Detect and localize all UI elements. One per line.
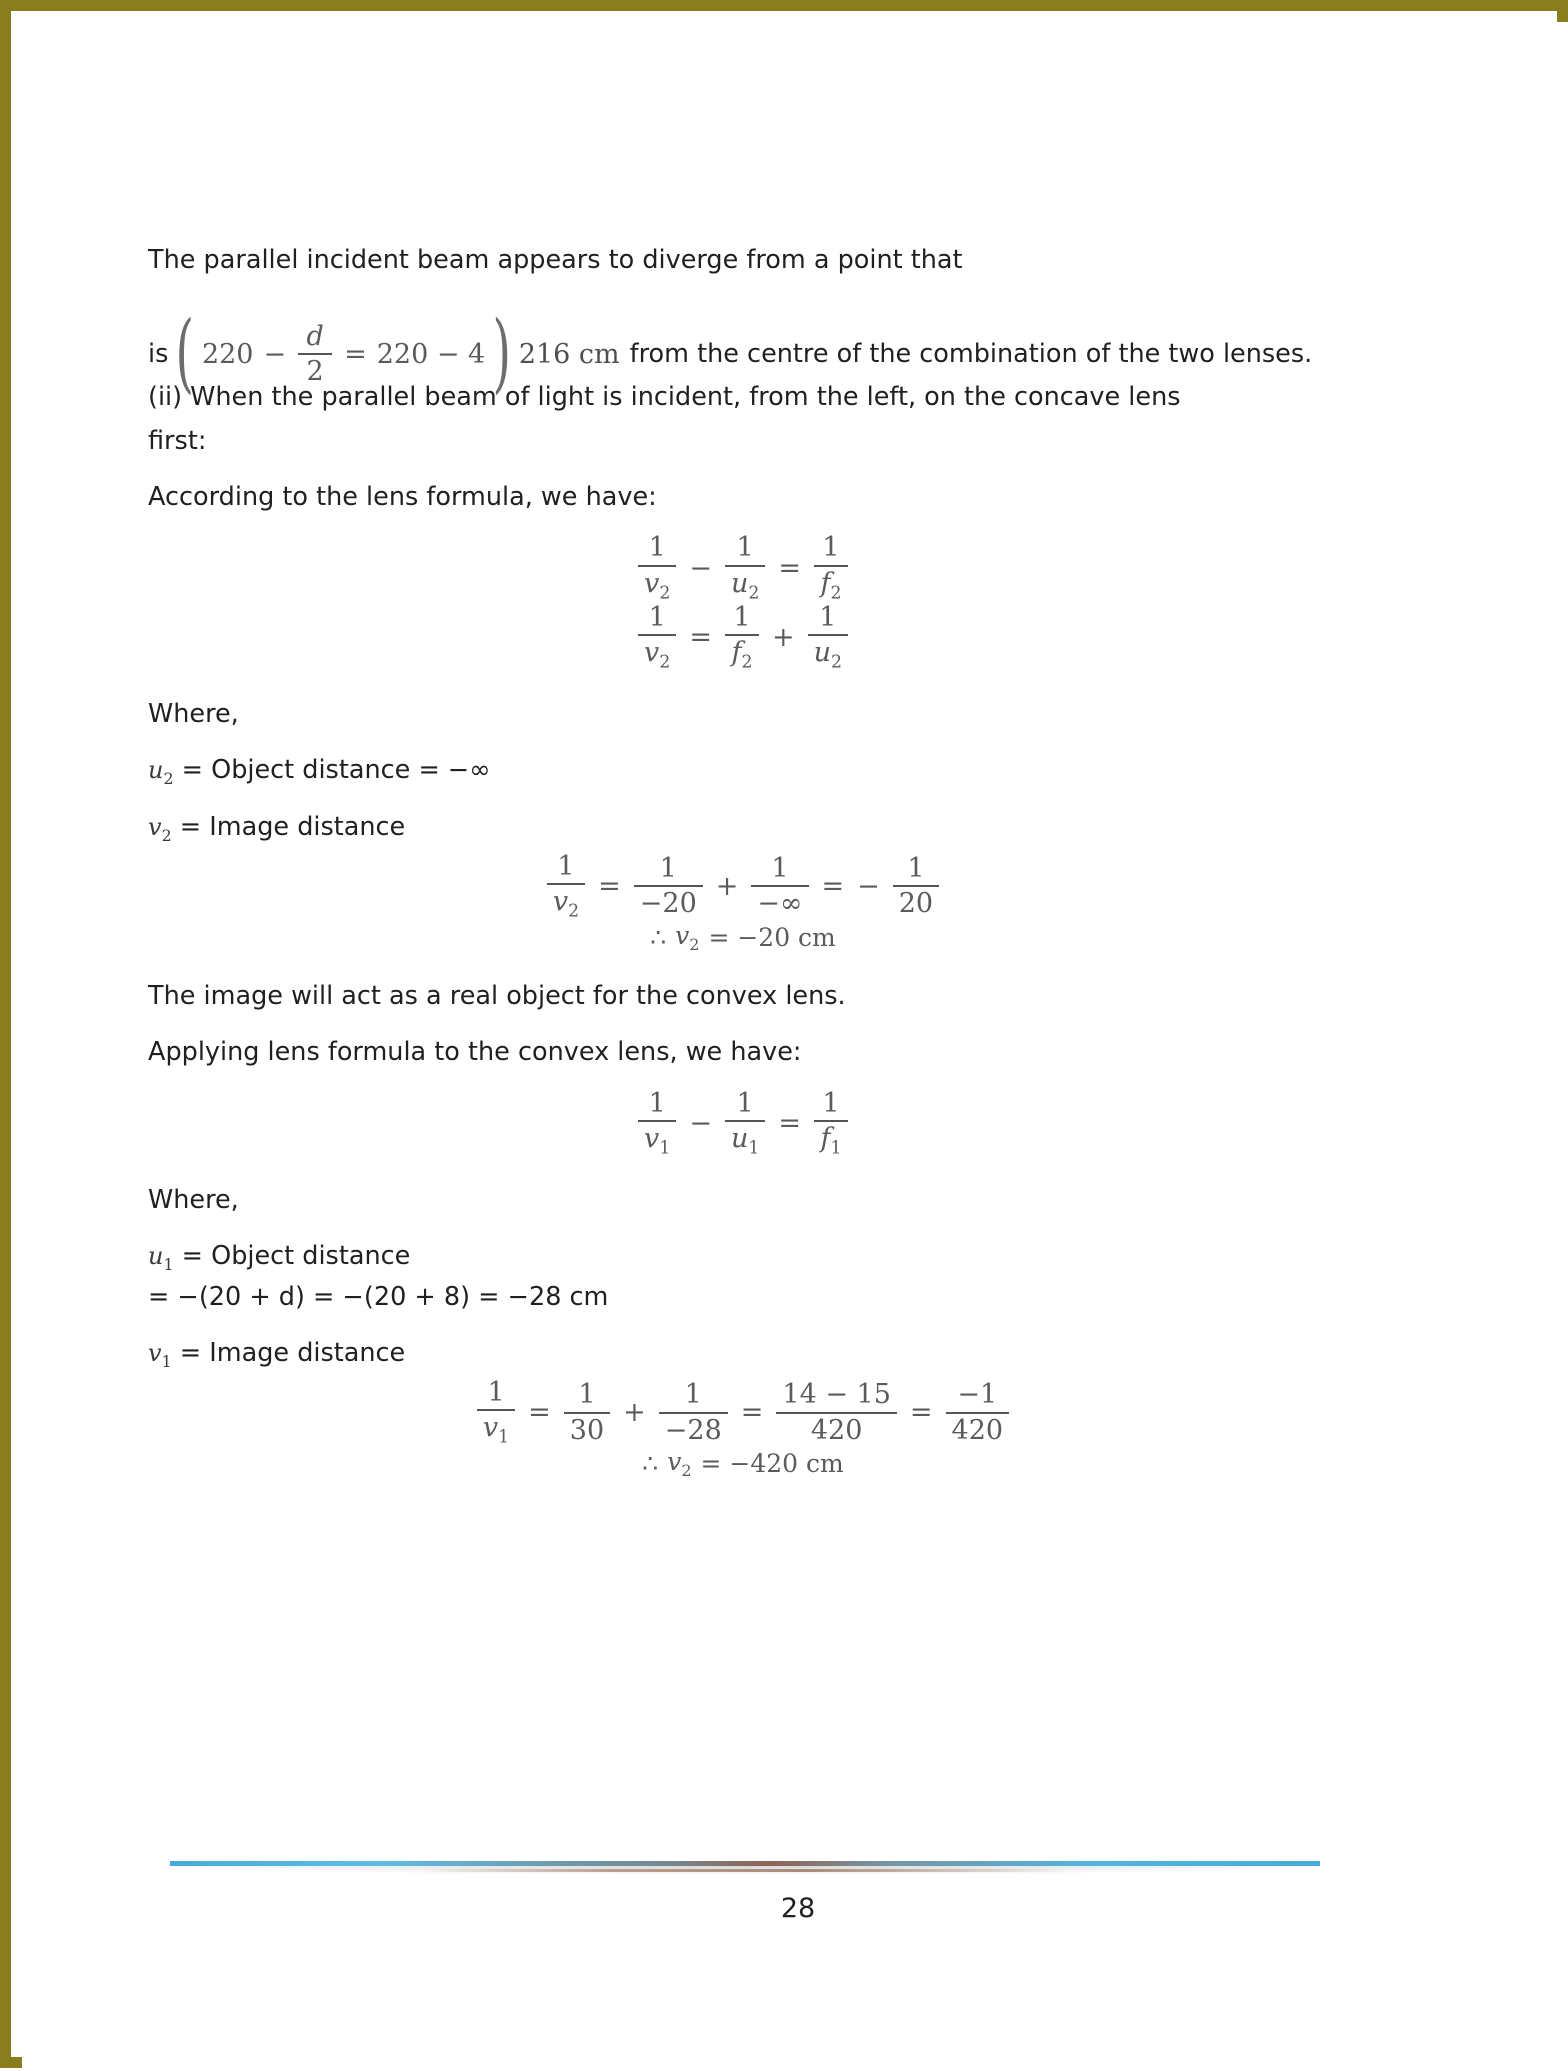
numerator: 1	[819, 601, 837, 633]
fraction-1-over-f1	[812, 1089, 850, 1158]
plus-operator: +	[715, 870, 739, 902]
spacer	[148, 1321, 1338, 1333]
equals-operator-2: =	[740, 1397, 764, 1429]
paragraph-lens-formula-intro: According to the lens formula, we have:	[148, 482, 657, 513]
numerator: 1	[733, 601, 751, 633]
definition-v2-text: = Image distance	[179, 811, 406, 842]
spacer	[148, 738, 1338, 750]
variable-u1: $u_1$	[148, 1242, 174, 1274]
numerator: 1	[648, 532, 666, 564]
fraction-1-over-30	[562, 1380, 612, 1444]
result-value: = −20 cm	[708, 922, 836, 952]
denominator: −28	[664, 1414, 722, 1446]
spacer	[148, 465, 1338, 477]
open-paren: (	[175, 303, 195, 404]
equation-substitute-values-2	[148, 852, 1338, 921]
fraction-1-over-f2	[723, 603, 761, 672]
spacer	[148, 795, 1338, 807]
denominator: 20	[898, 888, 934, 920]
definition-u1-text: = Object distance	[181, 1241, 411, 1272]
fraction-bar	[814, 565, 848, 567]
fraction-bar	[725, 634, 759, 636]
expr-minus-operator: −	[263, 338, 287, 370]
minus-operator: −	[689, 1107, 712, 1139]
spacer	[148, 1020, 1338, 1032]
fraction-1-over-minus-infinity	[749, 854, 810, 918]
page-sheet	[25, 25, 1568, 2071]
variable-subscript: 1	[830, 1138, 842, 1159]
variable-subscript: 2	[659, 652, 671, 673]
equation-lens-formula-2	[148, 533, 1338, 602]
denominator	[638, 569, 676, 603]
fraction-bar	[725, 1120, 765, 1122]
equals-operator: =	[528, 1397, 551, 1429]
variable-symbol: u	[813, 636, 831, 668]
variable-symbol: v	[644, 636, 660, 668]
therefore-symbol: ∴	[650, 922, 667, 952]
is-lead-text: is	[148, 339, 169, 370]
equals-operator: =	[598, 870, 621, 902]
negative-sign: −	[857, 870, 880, 902]
equation-result-v2	[148, 921, 1338, 954]
numerator: 1	[907, 853, 925, 885]
variable-symbol: v	[644, 1122, 660, 1154]
fraction-1-over-u2	[806, 603, 850, 672]
expr-result-value: 216 cm	[518, 338, 620, 370]
paragraph-real-object: The image will act as a real object for the convex lens.	[148, 980, 846, 1011]
fraction-bar	[893, 885, 939, 887]
variable-symbol: f	[820, 567, 831, 599]
variable-subscript: 2	[748, 582, 760, 603]
fraction-bar	[638, 634, 676, 636]
definition-v1	[148, 1333, 1338, 1374]
variable-v1: $v_1$	[148, 1339, 172, 1371]
denominator	[638, 1124, 676, 1158]
fraction-bar	[814, 1120, 848, 1122]
numerator: 1	[648, 601, 666, 633]
equals-operator-3: =	[909, 1397, 933, 1429]
equals-operator: =	[778, 1107, 801, 1139]
denominator: −∞	[757, 888, 803, 920]
expr-left-number: 220	[201, 338, 254, 370]
variable-subscript: 2	[830, 652, 842, 673]
fraction-1-over-u2	[723, 533, 767, 602]
numerator: 1	[822, 532, 840, 564]
variable-subscript: 2	[830, 582, 842, 603]
numerator: 1	[648, 1087, 666, 1119]
fraction-1-over-minus20	[632, 854, 705, 918]
definition-v1-text: = Image distance	[179, 1338, 406, 1369]
variable-subscript: 2	[741, 652, 753, 673]
definition-u2	[148, 750, 1338, 791]
numerator: 1	[487, 1376, 505, 1408]
fraction-bar	[776, 1412, 897, 1414]
spacer	[148, 1158, 1338, 1180]
label-where-2: Where,	[148, 1184, 239, 1215]
therefore-symbol: ∴	[642, 1449, 659, 1479]
definition-v2	[148, 807, 1338, 848]
fraction-1-over-v2	[545, 852, 587, 921]
variable-symbol: u	[730, 567, 749, 599]
fraction-14minus15-over-420	[774, 1380, 899, 1444]
numerator: 1	[684, 1379, 702, 1411]
numerator: 1	[736, 532, 754, 564]
denominator	[725, 1124, 765, 1158]
fraction-bar	[564, 1412, 610, 1414]
numerator: 1	[557, 850, 575, 882]
numerator: 1	[578, 1379, 596, 1411]
spacer	[148, 954, 1338, 976]
definition-u1	[148, 1236, 1338, 1277]
fraction-bar	[298, 353, 332, 355]
definition-u2-text: = Object distance = −∞	[181, 755, 491, 786]
expr-right-number: 220 − 4	[376, 338, 486, 370]
fraction-1-over-20	[891, 854, 941, 918]
variable-v2: $v_2$	[148, 812, 172, 845]
denominator	[808, 638, 848, 672]
fraction-bar	[725, 565, 765, 567]
fraction-bar	[638, 1120, 676, 1122]
footer-rule-tan	[423, 1869, 1067, 1872]
fraction-bar	[634, 885, 703, 887]
fraction-numerator: d	[306, 321, 324, 353]
fraction-1-over-f2	[812, 533, 850, 602]
fraction-bar	[808, 634, 848, 636]
numerator: 1	[659, 853, 677, 885]
variable-subscript: 1	[659, 1138, 671, 1159]
fraction-bar	[547, 883, 585, 885]
numerator: 1	[822, 1087, 840, 1119]
footer-decorative-rules	[170, 1855, 1320, 1881]
numerator: 1	[736, 1087, 754, 1119]
equation-result-v1	[148, 1447, 1338, 1480]
equation-lens-formula-1	[148, 1089, 1338, 1158]
variable-symbol: u	[730, 1122, 749, 1154]
fraction-bar	[751, 885, 808, 887]
equals-operator-2: =	[821, 870, 845, 902]
numerator: 1	[771, 853, 789, 885]
variable-symbol: v	[552, 885, 569, 917]
label-where-1: Where,	[148, 698, 239, 729]
is-line-tail-text: from the centre of the combination of the two lenses.	[629, 339, 1313, 370]
plus-operator: +	[623, 1397, 646, 1429]
fraction-1-over-v2	[636, 603, 678, 672]
fraction-1-over-v2	[636, 533, 678, 602]
equals-operator: =	[689, 621, 712, 653]
fraction-denominator: 2	[306, 356, 324, 388]
page-number: 28	[780, 1893, 816, 1924]
result-value: = −420 cm	[700, 1449, 844, 1479]
fraction-1-over-u1	[723, 1089, 767, 1158]
denominator	[814, 1124, 847, 1158]
minus-operator: −	[689, 552, 712, 584]
close-paren: )	[492, 303, 512, 404]
document-content	[148, 240, 1338, 1480]
denominator: 30	[569, 1414, 605, 1446]
spacer	[148, 672, 1338, 694]
fraction-bar	[638, 565, 676, 567]
variable-symbol: f	[731, 636, 742, 668]
calculation-u1: = −(20 + d) = −(20 + 8) = −28 cm	[148, 1281, 609, 1312]
denominator: −20	[639, 888, 697, 920]
variable-u2: $u_2$	[148, 756, 174, 788]
denominator	[638, 638, 676, 672]
denominator	[725, 638, 758, 672]
numerator: −1	[957, 1379, 998, 1411]
variable-v2: $v_2$	[675, 920, 700, 954]
equals-operator: =	[778, 552, 801, 584]
fraction-1-over-v1	[475, 1378, 517, 1447]
denominator	[547, 887, 585, 921]
variable-v2-result: $v_2$	[667, 1447, 692, 1481]
denominator	[725, 569, 765, 603]
numerator: 14 − 15	[782, 1379, 891, 1411]
equation-substitute-values-1	[148, 1378, 1338, 1447]
fraction-1-over-v1	[636, 1089, 678, 1158]
denominator: 420	[951, 1414, 1004, 1446]
spacer	[148, 1224, 1338, 1236]
fraction-bar	[477, 1409, 515, 1411]
fraction-minus1-over-420	[944, 1380, 1012, 1444]
paragraph-intro: The parallel incident beam appears to diverge from a point that	[148, 245, 963, 275]
spacer	[148, 284, 1338, 322]
denominator: 420	[810, 1414, 863, 1446]
equation-lens-formula-2-rearranged	[148, 603, 1338, 672]
variable-symbol: f	[820, 1122, 831, 1154]
fraction-1-over-minus28	[657, 1380, 730, 1444]
variable-subscript: 2	[568, 901, 580, 922]
expr-equals-sign: =	[344, 338, 367, 370]
variable-subscript: 2	[659, 582, 671, 603]
paragraph-part-ii-continued: first:	[148, 425, 207, 456]
paragraph-part-ii: (ii) When the parallel beam of light is incident, from the left, on the concave lens	[148, 381, 1181, 412]
variable-symbol: v	[644, 567, 660, 599]
variable-symbol: v	[482, 1412, 499, 1444]
denominator	[814, 569, 847, 603]
plus-operator: +	[771, 621, 795, 653]
denominator	[477, 1413, 515, 1447]
spacer	[148, 1077, 1338, 1089]
fraction-bar	[659, 1412, 728, 1414]
variable-subscript: 1	[498, 1427, 510, 1448]
paragraph-applying-formula: Applying lens formula to the convex lens, we have:	[148, 1037, 802, 1068]
fraction-bar	[946, 1412, 1010, 1414]
variable-subscript: 1	[748, 1138, 760, 1159]
page-inner-border	[22, 22, 1568, 2068]
